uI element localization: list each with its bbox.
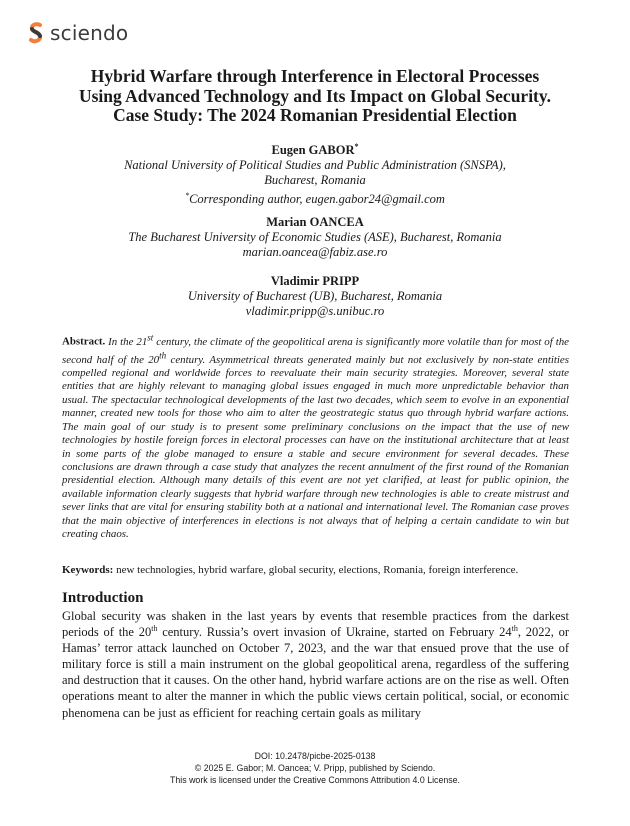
publisher-name: sciendo — [50, 21, 129, 45]
author-affiliation: National University of Political Studies and Public Administration (SNSPA), — [124, 158, 506, 173]
sciendo-s-icon — [28, 22, 44, 44]
keywords — [62, 563, 569, 577]
author-name: Marian OANCEA — [266, 215, 364, 229]
keywords-label: Keywords: — [62, 564, 114, 576]
author-affiliation: The Bucharest University of Economic Studies (ASE), Bucharest, Romania — [128, 230, 502, 244]
sciendo-logo — [28, 20, 128, 46]
license: This work is licensed under the Creative Commons Attribution 4.0 License. — [170, 775, 460, 785]
author-affiliation: University of Bucharest (UB), Bucharest, Romania — [187, 289, 443, 303]
title-line: Using Advanced Technology and Its Impact on Global Security. — [78, 85, 552, 106]
author-block-1 — [60, 139, 570, 207]
page-footer — [0, 750, 630, 786]
abstract-label: Abstract. — [62, 335, 106, 348]
section-heading: Introduction — [62, 590, 144, 606]
abstract — [62, 331, 569, 541]
keywords-text: new technologies, hybrid warfare, global security, elections, Romania, foreign interference. — [113, 564, 519, 576]
author-block-3 — [60, 274, 570, 319]
copyright: © 2025 E. Gabor; M. Oancea; V. Pripp, published by Sciendo. — [194, 763, 436, 773]
title-line: Case Study: The 2024 Romanian Presidential Election — [113, 105, 517, 125]
author-email: vladimir.pripp@s.unibuc.ro — [245, 304, 385, 318]
corresponding-author: *Corresponding author, eugen.gabor24@gmail.com — [185, 191, 445, 207]
abstract-text: In the 21st century, the climate of the geopolitical arena is significantly more volatile than for most of the second half of the 20th century. Asymmetrical threats generated mainly but not exclusively by non-state entities compelled regional and worldwide forces to reevaluate their main security strategies. Moreover, several state entities that are highly relevant to managing global issues engaged in much more unpredictable behavior than usual. The spectacular technological developments of the last two decades, which seem to evolve in an exponential manner, created new tools for those who aim to alter the geostrategic status quo through hybrid warfare actions. The main goal of our study is to present some preliminary conclusions on the impact that the use of new technologies by hostile foreign forces in electoral processes can have on the institutional architecture that at least in some parts of the globe managed to ensure a stable and secure environment for several decades. These conclusions are drawn through a case study that analyzes the recent annulment of the first round of the Romanian presidential election. Although many details of this event are not yet clarified, at least for public opinion, the available information clearly suggests that hybrid warfare through new technologies is able to create mistrust and sever links that are vital for ensuring stability both at a national and international level. The Romanian case proves that the main objective of interferences in elections is not always that of helping a certain candidate to win but creating chaos. — [62, 332, 569, 540]
author-affiliation: Bucharest, Romania — [264, 173, 366, 188]
author-name: Vladimir PRIPP — [270, 274, 360, 288]
author-email: marian.oancea@fabiz.ase.ro — [242, 245, 388, 259]
doi: DOI: 10.2478/picbe-2025-0138 — [254, 751, 376, 761]
paper-title — [40, 67, 590, 126]
title-line: Hybrid Warfare through Interference in Electoral Processes — [90, 66, 540, 86]
author-block-2 — [60, 215, 570, 260]
author-name: Eugen GABOR* — [271, 142, 359, 158]
introduction-text: Global security was shaken in the last years by events that resemble practices from the darkest periods of the 20th century. Russia’s overt invasion of Ukraine, started on February 24th, 2022, or Hamas’ terror attack launched on October 7, 2023, and the war that ensued prove that the use of military force is still a main instrument on the global geopolitical arena, regardless of the suffering and destruction that it causes. On the other hand, hybrid warfare actions are on the rise as well. Often operations meant to alter the manner in which the public views certain political, social, or economic phenomena can be just as efficient for reaching certain goals as military — [62, 609, 570, 720]
